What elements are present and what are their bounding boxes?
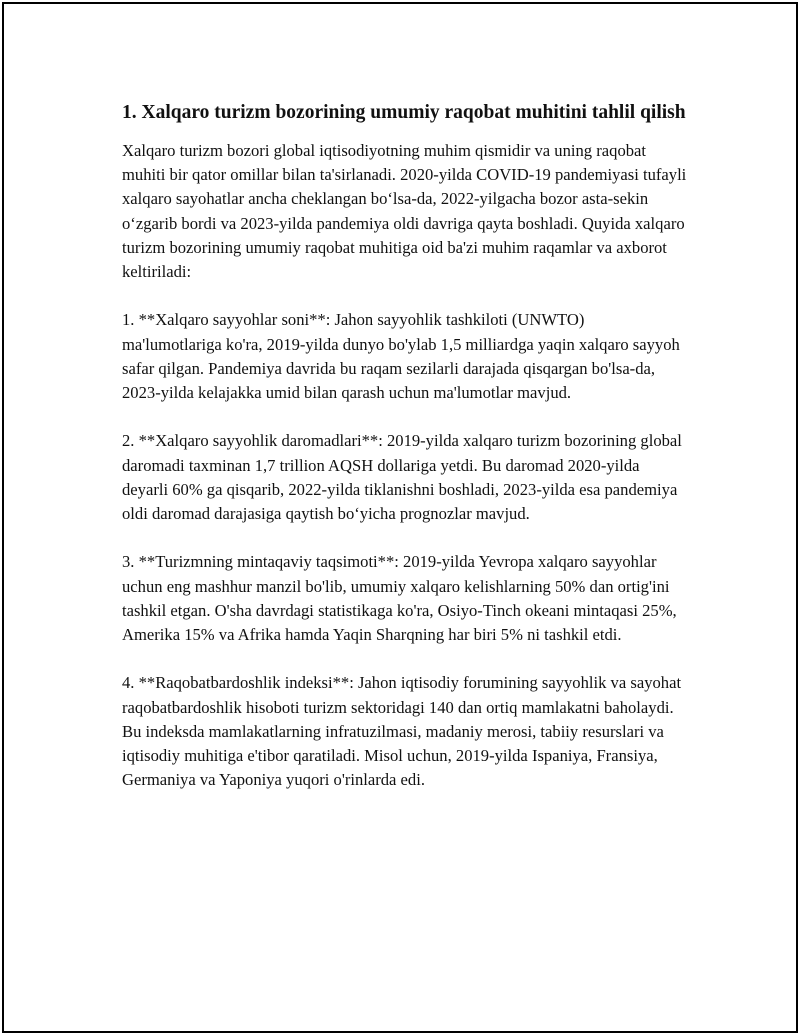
document-body [122, 98, 688, 817]
paragraph-tourism-revenue: 2. **Xalqaro sayyohlik daromadlari**: 2019-yilda xalqaro turizm bozorining global daromadi taxminan 1,7 trillion AQSH dollariga yetdi. Bu daromad 2020-yilda deyarli 60% ga qisqarib, 2022-yilda tiklanishni boshladi, 2023-yilda esa pandemiya oldi daromad darajasiga qaytish bo‘yicha prognozlar mavjud. [122, 431, 682, 524]
section-heading: 1. Xalqaro turizm bozorining umumiy raqobat muhitini tahlil qilish [122, 102, 686, 123]
paragraph-tourist-count: 1. **Xalqaro sayyohlar soni**: Jahon sayyohlik tashkiloti (UNWTO) ma'lumotlariga ko'ra, 2019-yilda dunyo bo'ylab 1,5 milliardga yaqin xalqaro sayyoh safar qilgan. Pandemiya davrida bu raqam sezilarli darajada qisqargan bo'lsa-da, 2023-yilda kelajakka umid bilan qarash uchun ma'lumotlar mavjud. [122, 310, 680, 403]
intro-paragraph: Xalqaro turizm bozori global iqtisodiyotning muhim qismidir va uning raqobat muhiti bir qator omillar bilan ta'sirlanadi. 2020-yilda COVID-19 pandemiyasi tufayli xalqaro sayohatlar ancha cheklangan bo‘lsa-da, 2022-yilgacha bozor asta-sekin o‘zgarib bordi va 2023-yilda pandemiya oldi davriga qayta boshladi. Quyida xalqaro turizm bozorining umumiy raqobat muhitiga oid ba'zi muhim raqamlar va axborot keltiriladi: [122, 141, 687, 282]
paragraph-competitiveness-index: 4. **Raqobatbardoshlik indeksi**: Jahon iqtisodiy forumining sayyohlik va sayohat raqobatbardoshlik hisoboti turizm sektoridagi 140 dan ortiq mamlakatni baholaydi. Bu indeksda mamlakatlarning infratuzilmasi, madaniy merosi, tabiiy resurslari va iqtisodiy muhitiga e'tibor qaratiladi. Misol uchun, 2019-yilda Ispaniya, Fransiya, Germaniya va Yaponiya yuqori o'rinlarda edi. [122, 673, 682, 790]
paragraph-regional-distribution: 3. **Turizmning mintaqaviy taqsimoti**: 2019-yilda Yevropa xalqaro sayyohlar uchun eng mashhur manzil bo'lib, umumiy xalqaro kelishlarning 50% dan ortig'ini tashkil etgan. O'sha davrdagi statistikaga ko'ra, Osiyo-Tinch okeani mintaqasi 25%, Amerika 15% va Afrika hamda Yaqin Sharqning har biri 5% ni tashkil etdi. [122, 552, 677, 645]
page-frame [2, 2, 798, 1033]
